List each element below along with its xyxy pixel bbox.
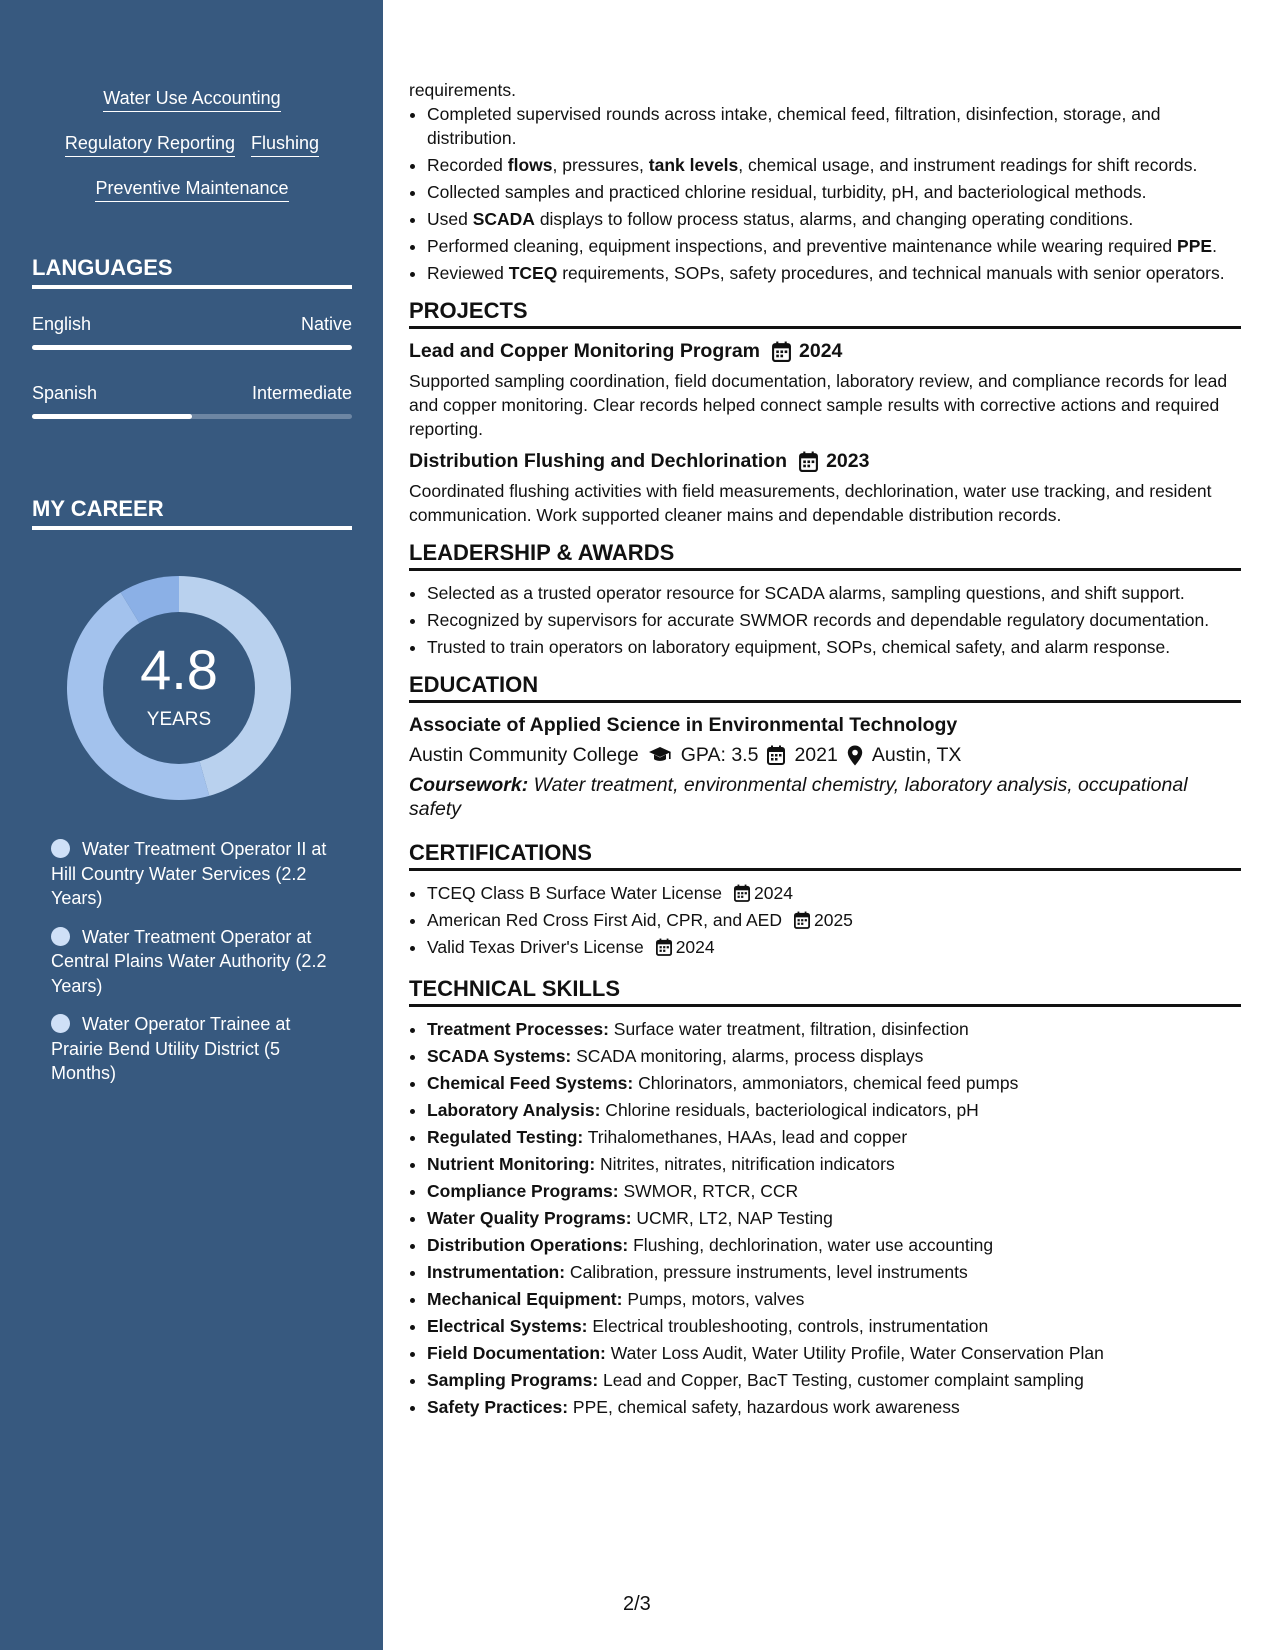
education-details xyxy=(409,743,1241,767)
location-pin-icon xyxy=(847,745,863,766)
skill-tag-row xyxy=(32,133,352,178)
skills-heading: TECHNICAL SKILLS xyxy=(409,977,1241,1007)
calendar-icon xyxy=(734,884,750,902)
language-name: English xyxy=(32,314,92,334)
duties-list xyxy=(409,102,1241,285)
language-item xyxy=(32,314,352,350)
project-year: 2024 xyxy=(799,340,843,362)
skill-item: • SCADA Systems: SCADA monitoring, alarms, process displays xyxy=(427,1044,1241,1068)
skill-tags xyxy=(32,88,352,223)
coursework: Coursework: Water treatment, environmental chemistry, laboratory analysis, occupational safety xyxy=(409,774,1188,820)
list-item: • Recognized by supervisors for accurate SWMOR records and dependable regulatory documentation. xyxy=(427,608,1241,632)
skill-item: • Laboratory Analysis: Chlorine residuals, bacteriological indicators, pH xyxy=(427,1098,1241,1122)
skill-item: • Treatment Processes: Surface water treatment, filtration, disinfection xyxy=(427,1017,1241,1041)
graduation-cap-icon xyxy=(648,746,672,764)
list-item: • Performed cleaning, equipment inspections, and preventive maintenance while wearing required PPE. xyxy=(427,234,1241,258)
project-title: Distribution Flushing and Dechlorination 2023 xyxy=(409,450,870,472)
list-item: • Completed supervised rounds across intake, chemical feed, filtration, disinfection, storage, and distribution. xyxy=(427,102,1241,150)
skill-tag-row xyxy=(32,88,352,133)
career-list xyxy=(51,837,336,1100)
page-number: 2/3 xyxy=(623,1593,651,1615)
calendar-icon xyxy=(772,341,791,362)
intro-tail: requirements. xyxy=(409,80,516,100)
skill-item: • Compliance Programs: SWMOR, RTCR, CCR xyxy=(427,1179,1241,1203)
career-heading: MY CAREER xyxy=(32,496,352,530)
list-item: • Selected as a trusted operator resource for SCADA alarms, sampling questions, and shift support. xyxy=(427,581,1241,605)
career-years-unit: YEARS xyxy=(146,709,212,730)
skill-item: • Safety Practices: PPE, chemical safety, hazardous work awareness xyxy=(427,1395,1241,1419)
certification-item: • Valid Texas Driver's License 2024 xyxy=(427,935,1241,959)
skills-list xyxy=(409,1017,1241,1419)
school-location: Austin, TX xyxy=(871,744,962,766)
skill-tag-row xyxy=(32,178,352,223)
main-content xyxy=(409,78,1241,1422)
skill-item: • Regulated Testing: Trihalomethanes, HAAs, lead and copper xyxy=(427,1125,1241,1149)
project-title: Lead and Copper Monitoring Program 2024 xyxy=(409,340,843,362)
list-item: • Collected samples and practiced chlorine residual, turbidity, pH, and bacteriological methods. xyxy=(427,180,1241,204)
calendar-icon xyxy=(794,911,810,929)
gpa: GPA: 3.5 xyxy=(680,744,759,766)
language-item xyxy=(32,383,352,419)
career-dot xyxy=(51,1014,70,1033)
project-description: Supported sampling coordination, field documentation, laboratory review, and compliance records for lead and copper monitoring. Clear records helped connect sample results with corrective actions and required reporting. xyxy=(409,371,1228,439)
skill-item: • Electrical Systems: Electrical troubleshooting, controls, instrumentation xyxy=(427,1314,1241,1338)
career-dot xyxy=(51,839,70,858)
list-item: • Used SCADA displays to follow process status, alarms, and changing operating conditions. xyxy=(427,207,1241,231)
career-item: Water Operator Trainee at Prairie Bend Utility District (5 Months) xyxy=(51,1014,291,1083)
calendar-icon xyxy=(799,451,818,472)
language-name: Spanish xyxy=(32,383,98,403)
language-bar xyxy=(32,414,352,419)
career-donut xyxy=(66,575,292,801)
education-heading: EDUCATION xyxy=(409,673,1241,703)
calendar-icon xyxy=(656,938,672,956)
skill-tag: Water Use Accounting xyxy=(103,88,280,112)
skill-tag: Flushing xyxy=(251,133,319,157)
projects-heading: PROJECTS xyxy=(409,299,1241,329)
calendar-icon xyxy=(767,745,785,765)
career-item: Water Treatment Operator II at Hill Country Water Services (2.2 Years) xyxy=(51,839,327,908)
certifications-heading: CERTIFICATIONS xyxy=(409,841,1241,871)
leadership-list xyxy=(409,581,1241,659)
skill-tag: Preventive Maintenance xyxy=(95,178,288,202)
skill-item: • Water Quality Programs: UCMR, LT2, NAP Testing xyxy=(427,1206,1241,1230)
project-year: 2023 xyxy=(826,450,870,472)
certification-item: • TCEQ Class B Surface Water License 2024 xyxy=(427,881,1241,905)
project-description: Coordinated flushing activities with field measurements, dechlorination, water use tracking, and resident communication. Work supported cleaner mains and dependable distribution records. xyxy=(409,481,1212,525)
skill-item: • Distribution Operations: Flushing, dechlorination, water use accounting xyxy=(427,1233,1241,1257)
certification-item: • American Red Cross First Aid, CPR, and AED 2025 xyxy=(427,908,1241,932)
list-item: • Reviewed TCEQ requirements, SOPs, safety procedures, and technical manuals with senior operators. xyxy=(427,261,1241,285)
skill-item: • Mechanical Equipment: Pumps, motors, valves xyxy=(427,1287,1241,1311)
skill-item: • Sampling Programs: Lead and Copper, BacT Testing, customer complaint sampling xyxy=(427,1368,1241,1392)
sidebar xyxy=(0,0,383,1650)
career-dot xyxy=(51,927,70,946)
language-bar-fill xyxy=(32,345,352,350)
career-item: Water Treatment Operator at Central Plains Water Authority (2.2 Years) xyxy=(51,926,327,996)
language-level: Native xyxy=(300,314,352,334)
school-name: Austin Community College xyxy=(409,744,639,766)
projects-list xyxy=(409,339,1241,527)
language-bar xyxy=(32,345,352,350)
skill-tag: Regulatory Reporting xyxy=(65,133,235,157)
list-item: • Trusted to train operators on laboratory equipment, SOPs, chemical safety, and alarm response. xyxy=(427,635,1241,659)
list-item: • Recorded flows, pressures, tank levels, chemical usage, and instrument readings for shift records. xyxy=(427,153,1241,177)
skill-item: • Chemical Feed Systems: Chlorinators, ammoniators, chemical feed pumps xyxy=(427,1071,1241,1095)
languages-heading: LANGUAGES xyxy=(32,255,352,289)
graduation-year: 2021 xyxy=(794,744,838,766)
skill-item: • Nutrient Monitoring: Nitrites, nitrates, nitrification indicators xyxy=(427,1152,1241,1176)
skill-item: • Instrumentation: Calibration, pressure instruments, level instruments xyxy=(427,1260,1241,1284)
language-level: Intermediate xyxy=(251,383,352,403)
language-bar-fill xyxy=(32,414,192,419)
career-years-value: 4.8 xyxy=(140,638,218,701)
skill-item: • Field Documentation: Water Loss Audit, Water Utility Profile, Water Conservation Plan xyxy=(427,1341,1241,1365)
degree-title: Associate of Applied Science in Environmental Technology xyxy=(409,714,958,736)
leadership-heading: LEADERSHIP & AWARDS xyxy=(409,541,1241,571)
certifications-list xyxy=(409,881,1241,959)
